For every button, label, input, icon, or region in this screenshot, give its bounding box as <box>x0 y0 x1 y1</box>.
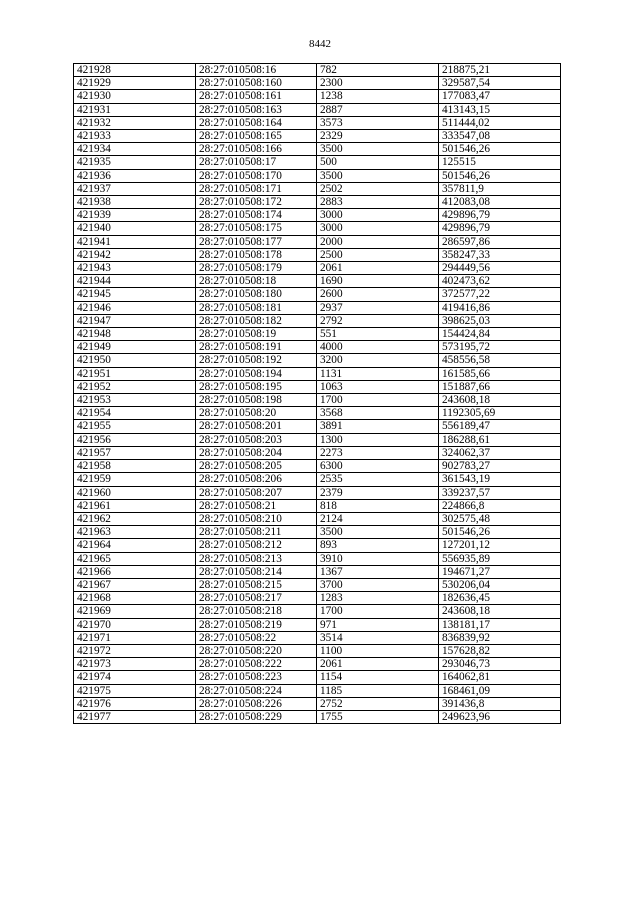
page-number: 8442 <box>309 38 331 50</box>
area-cell: 3500 <box>317 526 439 539</box>
value-cell: 902783,27 <box>439 460 561 473</box>
cadastral-number-cell: 28:27:010508:178 <box>196 248 317 261</box>
table-row <box>74 578 561 591</box>
value-cell: 556935,89 <box>439 552 561 565</box>
area-cell: 3000 <box>317 222 439 235</box>
value-cell: 249623,96 <box>439 710 561 723</box>
table-row <box>74 684 561 697</box>
value-cell: 836839,92 <box>439 631 561 644</box>
table-row <box>74 380 561 393</box>
area-cell: 500 <box>317 156 439 169</box>
area-cell: 1700 <box>317 605 439 618</box>
record-number-cell: 421929 <box>74 77 196 90</box>
area-cell: 3500 <box>317 143 439 156</box>
value-cell: 398625,03 <box>439 314 561 327</box>
table-row <box>74 182 561 195</box>
area-cell: 2887 <box>317 103 439 116</box>
cadastral-number-cell: 28:27:010508:204 <box>196 446 317 459</box>
table-row <box>74 209 561 222</box>
value-cell: 125515 <box>439 156 561 169</box>
area-cell: 2600 <box>317 288 439 301</box>
cadastral-number-cell: 28:27:010508:206 <box>196 473 317 486</box>
table-row <box>74 90 561 103</box>
value-cell: 224866,8 <box>439 499 561 512</box>
area-cell: 2502 <box>317 182 439 195</box>
area-cell: 1700 <box>317 394 439 407</box>
cadastral-number-cell: 28:27:010508:170 <box>196 169 317 182</box>
cadastral-number-cell: 28:27:010508:213 <box>196 552 317 565</box>
table-row <box>74 499 561 512</box>
area-cell: 1238 <box>317 90 439 103</box>
table-row <box>74 354 561 367</box>
record-number-cell: 421958 <box>74 460 196 473</box>
cadastral-number-cell: 28:27:010508:19 <box>196 328 317 341</box>
value-cell: 419416,86 <box>439 301 561 314</box>
cadastral-number-cell: 28:27:010508:219 <box>196 618 317 631</box>
table-row <box>74 446 561 459</box>
area-cell: 1690 <box>317 275 439 288</box>
area-cell: 971 <box>317 618 439 631</box>
table-row <box>74 618 561 631</box>
cadastral-number-cell: 28:27:010508:181 <box>196 301 317 314</box>
area-cell: 3891 <box>317 420 439 433</box>
table-row <box>74 64 561 77</box>
table-row <box>74 526 561 539</box>
record-number-cell: 421932 <box>74 116 196 129</box>
area-cell: 893 <box>317 539 439 552</box>
record-number-cell: 421963 <box>74 526 196 539</box>
value-cell: 177083,47 <box>439 90 561 103</box>
table-row <box>74 77 561 90</box>
cadastral-number-cell: 28:27:010508:17 <box>196 156 317 169</box>
value-cell: 333547,08 <box>439 130 561 143</box>
record-number-cell: 421970 <box>74 618 196 631</box>
record-number-cell: 421952 <box>74 380 196 393</box>
value-cell: 243608,18 <box>439 605 561 618</box>
table-row <box>74 460 561 473</box>
area-cell: 1063 <box>317 380 439 393</box>
record-number-cell: 421946 <box>74 301 196 314</box>
table-row <box>74 539 561 552</box>
cadastral-number-cell: 28:27:010508:171 <box>196 182 317 195</box>
area-cell: 3700 <box>317 578 439 591</box>
value-cell: 127201,12 <box>439 539 561 552</box>
cadastral-number-cell: 28:27:010508:223 <box>196 671 317 684</box>
cadastral-number-cell: 28:27:010508:182 <box>196 314 317 327</box>
value-cell: 194671,27 <box>439 565 561 578</box>
value-cell: 138181,17 <box>439 618 561 631</box>
value-cell: 573195,72 <box>439 341 561 354</box>
cadastral-number-cell: 28:27:010508:212 <box>196 539 317 552</box>
record-number-cell: 421942 <box>74 248 196 261</box>
record-number-cell: 421975 <box>74 684 196 697</box>
record-number-cell: 421933 <box>74 130 196 143</box>
cadastral-number-cell: 28:27:010508:21 <box>196 499 317 512</box>
record-number-cell: 421943 <box>74 262 196 275</box>
table-row <box>74 275 561 288</box>
table-row <box>74 328 561 341</box>
cadastral-number-cell: 28:27:010508:20 <box>196 407 317 420</box>
area-cell: 2535 <box>317 473 439 486</box>
area-cell: 1185 <box>317 684 439 697</box>
area-cell: 1100 <box>317 644 439 657</box>
record-number-cell: 421968 <box>74 592 196 605</box>
area-cell: 3514 <box>317 631 439 644</box>
value-cell: 429896,79 <box>439 222 561 235</box>
value-cell: 286597,86 <box>439 235 561 248</box>
value-cell: 164062,81 <box>439 671 561 684</box>
value-cell: 556189,47 <box>439 420 561 433</box>
cadastral-number-cell: 28:27:010508:205 <box>196 460 317 473</box>
record-number-cell: 421951 <box>74 367 196 380</box>
area-cell: 2937 <box>317 301 439 314</box>
value-cell: 458556,58 <box>439 354 561 367</box>
area-cell: 1755 <box>317 710 439 723</box>
area-cell: 2500 <box>317 248 439 261</box>
table-row <box>74 301 561 314</box>
table-row <box>74 552 561 565</box>
cadastral-number-cell: 28:27:010508:164 <box>196 116 317 129</box>
cadastral-number-cell: 28:27:010508:210 <box>196 512 317 525</box>
record-number-cell: 421967 <box>74 578 196 591</box>
area-cell: 2124 <box>317 512 439 525</box>
record-number-cell: 421974 <box>74 671 196 684</box>
value-cell: 293046,73 <box>439 658 561 671</box>
cadastral-number-cell: 28:27:010508:191 <box>196 341 317 354</box>
table-row <box>74 658 561 671</box>
table-body <box>74 64 561 724</box>
table-row <box>74 605 561 618</box>
cadastral-number-cell: 28:27:010508:194 <box>196 367 317 380</box>
table-row <box>74 473 561 486</box>
area-cell: 3910 <box>317 552 439 565</box>
value-cell: 161585,66 <box>439 367 561 380</box>
record-number-cell: 421948 <box>74 328 196 341</box>
cadastral-number-cell: 28:27:010508:22 <box>196 631 317 644</box>
value-cell: 324062,37 <box>439 446 561 459</box>
value-cell: 361543,19 <box>439 473 561 486</box>
table-row <box>74 486 561 499</box>
cadastral-number-cell: 28:27:010508:160 <box>196 77 317 90</box>
record-number-cell: 421945 <box>74 288 196 301</box>
table-row <box>74 143 561 156</box>
table-row <box>74 156 561 169</box>
record-number-cell: 421953 <box>74 394 196 407</box>
table-row <box>74 644 561 657</box>
record-number-cell: 421928 <box>74 64 196 77</box>
area-cell: 4000 <box>317 341 439 354</box>
value-cell: 412083,08 <box>439 196 561 209</box>
value-cell: 357811,9 <box>439 182 561 195</box>
table-row <box>74 103 561 116</box>
cadastral-number-cell: 28:27:010508:165 <box>196 130 317 143</box>
value-cell: 243608,18 <box>439 394 561 407</box>
value-cell: 168461,09 <box>439 684 561 697</box>
cadastral-number-cell: 28:27:010508:215 <box>196 578 317 591</box>
value-cell: 501546,26 <box>439 526 561 539</box>
record-number-cell: 421972 <box>74 644 196 657</box>
record-number-cell: 421934 <box>74 143 196 156</box>
area-cell: 2061 <box>317 262 439 275</box>
table-row <box>74 710 561 723</box>
cadastral-number-cell: 28:27:010508:229 <box>196 710 317 723</box>
record-number-cell: 421971 <box>74 631 196 644</box>
record-number-cell: 421947 <box>74 314 196 327</box>
area-cell: 6300 <box>317 460 439 473</box>
table-row <box>74 130 561 143</box>
record-number-cell: 421964 <box>74 539 196 552</box>
cadastral-number-cell: 28:27:010508:192 <box>196 354 317 367</box>
record-number-cell: 421956 <box>74 433 196 446</box>
table-row <box>74 420 561 433</box>
table-row <box>74 169 561 182</box>
record-number-cell: 421969 <box>74 605 196 618</box>
record-number-cell: 421940 <box>74 222 196 235</box>
table-row <box>74 697 561 710</box>
table-row <box>74 262 561 275</box>
cadastral-number-cell: 28:27:010508:180 <box>196 288 317 301</box>
area-cell: 3573 <box>317 116 439 129</box>
value-cell: 511444,02 <box>439 116 561 129</box>
record-number-cell: 421961 <box>74 499 196 512</box>
value-cell: 501546,26 <box>439 169 561 182</box>
area-cell: 1283 <box>317 592 439 605</box>
record-number-cell: 421949 <box>74 341 196 354</box>
table-row <box>74 631 561 644</box>
cadastral-number-cell: 28:27:010508:198 <box>196 394 317 407</box>
table-row <box>74 248 561 261</box>
cadastral-number-cell: 28:27:010508:174 <box>196 209 317 222</box>
cadastral-number-cell: 28:27:010508:222 <box>196 658 317 671</box>
table-row <box>74 235 561 248</box>
table-row <box>74 196 561 209</box>
cadastral-number-cell: 28:27:010508:207 <box>196 486 317 499</box>
value-cell: 218875,21 <box>439 64 561 77</box>
area-cell: 1131 <box>317 367 439 380</box>
cadastral-number-cell: 28:27:010508:18 <box>196 275 317 288</box>
table-row <box>74 367 561 380</box>
cadastral-number-cell: 28:27:010508:195 <box>196 380 317 393</box>
table-row <box>74 222 561 235</box>
record-number-cell: 421950 <box>74 354 196 367</box>
record-number-cell: 421966 <box>74 565 196 578</box>
table-row <box>74 592 561 605</box>
area-cell: 2061 <box>317 658 439 671</box>
record-number-cell: 421931 <box>74 103 196 116</box>
table-row <box>74 314 561 327</box>
cadastral-number-cell: 28:27:010508:226 <box>196 697 317 710</box>
area-cell: 2379 <box>317 486 439 499</box>
record-number-cell: 421936 <box>74 169 196 182</box>
area-cell: 2273 <box>317 446 439 459</box>
value-cell: 154424,84 <box>439 328 561 341</box>
area-cell: 1154 <box>317 671 439 684</box>
record-number-cell: 421938 <box>74 196 196 209</box>
value-cell: 391436,8 <box>439 697 561 710</box>
cadastral-number-cell: 28:27:010508:201 <box>196 420 317 433</box>
record-number-cell: 421954 <box>74 407 196 420</box>
table-row <box>74 565 561 578</box>
record-number-cell: 421962 <box>74 512 196 525</box>
record-number-cell: 421965 <box>74 552 196 565</box>
area-cell: 3000 <box>317 209 439 222</box>
value-cell: 157628,82 <box>439 644 561 657</box>
cadastral-number-cell: 28:27:010508:172 <box>196 196 317 209</box>
record-number-cell: 421944 <box>74 275 196 288</box>
value-cell: 182636,45 <box>439 592 561 605</box>
value-cell: 302575,48 <box>439 512 561 525</box>
value-cell: 151887,66 <box>439 380 561 393</box>
area-cell: 2300 <box>317 77 439 90</box>
value-cell: 1192305,69 <box>439 407 561 420</box>
area-cell: 2792 <box>317 314 439 327</box>
area-cell: 782 <box>317 64 439 77</box>
area-cell: 3500 <box>317 169 439 182</box>
record-number-cell: 421941 <box>74 235 196 248</box>
cadastral-number-cell: 28:27:010508:177 <box>196 235 317 248</box>
table-row <box>74 671 561 684</box>
cadastral-table <box>73 63 561 724</box>
cadastral-number-cell: 28:27:010508:217 <box>196 592 317 605</box>
cadastral-number-cell: 28:27:010508:224 <box>196 684 317 697</box>
cadastral-number-cell: 28:27:010508:203 <box>196 433 317 446</box>
value-cell: 402473,62 <box>439 275 561 288</box>
area-cell: 2883 <box>317 196 439 209</box>
area-cell: 551 <box>317 328 439 341</box>
record-number-cell: 421959 <box>74 473 196 486</box>
value-cell: 530206,04 <box>439 578 561 591</box>
cadastral-number-cell: 28:27:010508:218 <box>196 605 317 618</box>
value-cell: 358247,33 <box>439 248 561 261</box>
cadastral-number-cell: 28:27:010508:211 <box>196 526 317 539</box>
record-number-cell: 421935 <box>74 156 196 169</box>
table-row <box>74 407 561 420</box>
cadastral-number-cell: 28:27:010508:163 <box>196 103 317 116</box>
area-cell: 3568 <box>317 407 439 420</box>
value-cell: 413143,15 <box>439 103 561 116</box>
record-number-cell: 421937 <box>74 182 196 195</box>
area-cell: 1367 <box>317 565 439 578</box>
table-row <box>74 288 561 301</box>
record-number-cell: 421957 <box>74 446 196 459</box>
cadastral-number-cell: 28:27:010508:179 <box>196 262 317 275</box>
table-row <box>74 116 561 129</box>
record-number-cell: 421976 <box>74 697 196 710</box>
area-cell: 818 <box>317 499 439 512</box>
cadastral-number-cell: 28:27:010508:16 <box>196 64 317 77</box>
cadastral-number-cell: 28:27:010508:175 <box>196 222 317 235</box>
area-cell: 2752 <box>317 697 439 710</box>
value-cell: 372577,22 <box>439 288 561 301</box>
value-cell: 339237,57 <box>439 486 561 499</box>
area-cell: 1300 <box>317 433 439 446</box>
record-number-cell: 421973 <box>74 658 196 671</box>
value-cell: 294449,56 <box>439 262 561 275</box>
value-cell: 429896,79 <box>439 209 561 222</box>
cadastral-number-cell: 28:27:010508:220 <box>196 644 317 657</box>
table-row <box>74 341 561 354</box>
record-number-cell: 421955 <box>74 420 196 433</box>
cadastral-number-cell: 28:27:010508:161 <box>196 90 317 103</box>
table-row <box>74 433 561 446</box>
cadastral-number-cell: 28:27:010508:214 <box>196 565 317 578</box>
record-number-cell: 421939 <box>74 209 196 222</box>
record-number-cell: 421960 <box>74 486 196 499</box>
value-cell: 501546,26 <box>439 143 561 156</box>
record-number-cell: 421930 <box>74 90 196 103</box>
value-cell: 329587,54 <box>439 77 561 90</box>
value-cell: 186288,61 <box>439 433 561 446</box>
table-row <box>74 512 561 525</box>
cadastral-number-cell: 28:27:010508:166 <box>196 143 317 156</box>
area-cell: 3200 <box>317 354 439 367</box>
record-number-cell: 421977 <box>74 710 196 723</box>
area-cell: 2329 <box>317 130 439 143</box>
area-cell: 2000 <box>317 235 439 248</box>
table-row <box>74 394 561 407</box>
